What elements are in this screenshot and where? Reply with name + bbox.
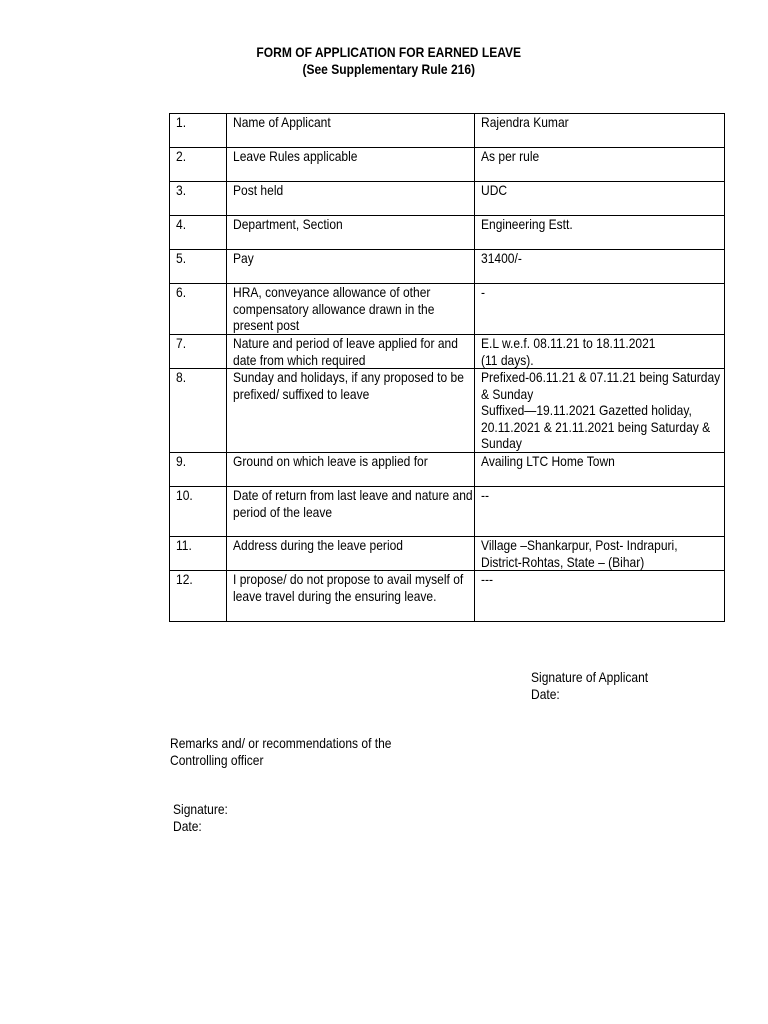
form-heading [59, 44, 719, 78]
officer-signature-block [173, 801, 228, 835]
row-number-cell: 6. [170, 284, 227, 335]
remarks-line-1: Remarks and/ or recommendations of the [170, 735, 392, 751]
row-number-cell: 11. [170, 537, 227, 571]
row-label-cell: I propose/ do not propose to avail myself of leave travel during the ensuring leave. [227, 571, 475, 622]
row-number-cell: 12. [170, 571, 227, 622]
table-row [170, 571, 725, 622]
row-label-cell: Leave Rules applicable [227, 148, 475, 182]
row-label-cell: Pay [227, 250, 475, 284]
row-value-cell: --- [475, 571, 725, 622]
officer-date-label: Date: [173, 818, 202, 834]
row-number-cell: 7. [170, 335, 227, 369]
row-label-cell: Post held [227, 182, 475, 216]
row-number-cell: 4. [170, 216, 227, 250]
row-label-cell: Department, Section [227, 216, 475, 250]
row-label-cell: Address during the leave period [227, 537, 475, 571]
table-row [170, 453, 725, 487]
row-number-cell: 3. [170, 182, 227, 216]
row-value-cell: Engineering Estt. [475, 216, 725, 250]
applicant-signature-block [531, 669, 648, 703]
row-number-cell: 5. [170, 250, 227, 284]
table-row [170, 148, 725, 182]
table-row [170, 537, 725, 571]
row-label-cell: HRA, conveyance allowance of other compensatory allowance drawn in the present post [227, 284, 475, 335]
leave-application-table [169, 113, 725, 622]
table-row [170, 335, 725, 369]
row-value-cell: -- [475, 487, 725, 537]
row-value-cell: UDC [475, 182, 725, 216]
row-label-cell: Sunday and holidays, if any proposed to be prefixed/ suffixed to leave [227, 369, 475, 453]
officer-signature-label: Signature: [173, 801, 228, 817]
row-label-cell: Ground on which leave is applied for [227, 453, 475, 487]
row-number-cell: 1. [170, 114, 227, 148]
table-row [170, 487, 725, 537]
remarks-block [170, 735, 392, 769]
row-value-cell: E.L w.e.f. 08.11.21 to 18.11.2021 (11 days). [475, 335, 725, 369]
row-value-cell: Village –Shankarpur, Post- Indrapuri, District-Rohtas, State – (Bihar) [475, 537, 725, 571]
row-number-cell: 10. [170, 487, 227, 537]
table-row [170, 250, 725, 284]
applicant-date-label: Date: [531, 686, 560, 702]
row-number-cell: 9. [170, 453, 227, 487]
row-value-cell: 31400/- [475, 250, 725, 284]
row-value-cell: Prefixed-06.11.21 & 07.11.21 being Saturday & Sunday Suffixed—19.11.2021 Gazetted holiday, 20.11.2021 & 21.11.2021 being Saturday & Sunday [475, 369, 725, 453]
table-row [170, 369, 725, 453]
row-value-cell: Availing LTC Home Town [475, 453, 725, 487]
form-subtitle: (See Supplementary Rule 216) [302, 61, 476, 77]
row-value-cell: Rajendra Kumar [475, 114, 725, 148]
row-value-cell: As per rule [475, 148, 725, 182]
row-label-cell: Nature and period of leave applied for and date from which required [227, 335, 475, 369]
table-row [170, 114, 725, 148]
table-row [170, 182, 725, 216]
table-row [170, 216, 725, 250]
remarks-line-2: Controlling officer [170, 752, 264, 768]
row-number-cell: 2. [170, 148, 227, 182]
row-label-cell: Name of Applicant [227, 114, 475, 148]
row-number-cell: 8. [170, 369, 227, 453]
row-value-cell: - [475, 284, 725, 335]
row-label-cell: Date of return from last leave and nature and period of the leave [227, 487, 475, 537]
table-row [170, 284, 725, 335]
applicant-signature-label: Signature of Applicant [531, 669, 649, 685]
form-title: FORM OF APPLICATION FOR EARNED LEAVE [256, 44, 522, 60]
